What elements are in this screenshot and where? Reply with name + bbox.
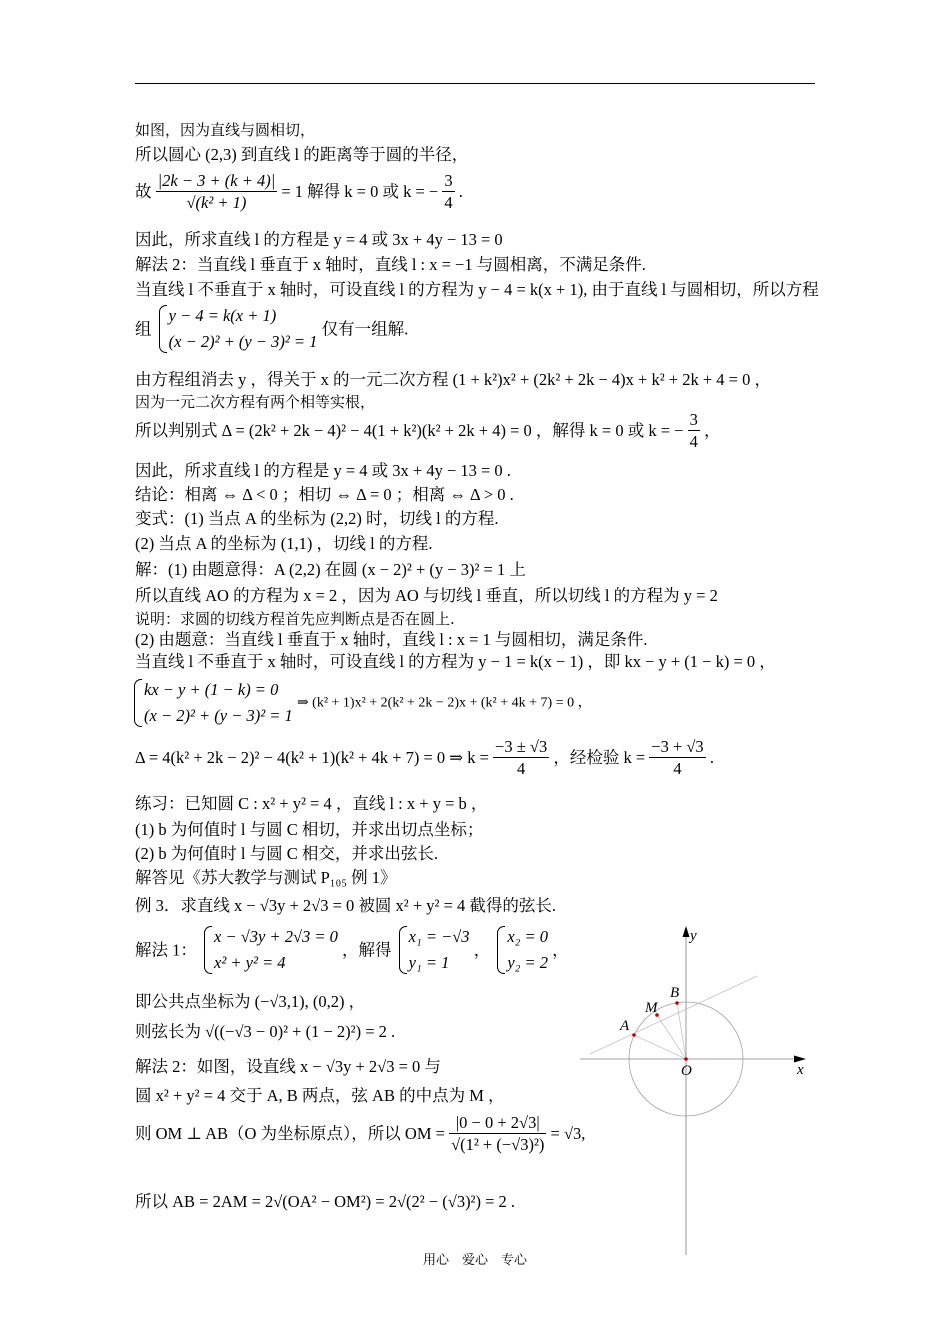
text-line: 当直线 l 不垂直于 x 轴时，可设直线 l 的方程为 y − 1 = k(x − 1) ，即 kx − y + (1 − k) = 0 ， (135, 652, 776, 671)
text-line: 所以圆心 (2,3) 到直线 l 的距离等于圆的半径， (135, 145, 469, 164)
text-line: 例 3．求直线 x − √3y + 2√3 = 0 被圆 x² + y² = 4 截得的弦长. (135, 896, 557, 915)
solution-system: x₂ = 0 y₂ = 2 (494, 924, 548, 976)
text-line: 如图，因为直线与圆相切， (135, 121, 316, 139)
text-line: (2) 由题意：当直线 l 垂直于 x 轴时，直线 l : x = 1 与圆相切，满足条件. (135, 630, 648, 649)
equation-system: kx − y + (1 − k) = 0 (x − 2)² + (y − 3)² = 1 (131, 677, 293, 729)
fraction: $\frac{|0 - 0 + 2√3|}{\text{√(1² + (−√3)²)}}$ (451, 1113, 545, 1154)
equation-system-line: kx − y + (1 − k) = 0 (x − 2)² + (y − 3)² = 1 ⇒ (k² + 1)x² + 2(k² + 2k − 2)x + (k² + 4k + 7) = 0 ， (131, 677, 592, 729)
fraction: $\frac{3}{4}$ (444, 171, 453, 212)
fraction: $\frac{-3 + √3}{4}$ (651, 737, 704, 778)
fraction: $\frac{3}{4}$ (689, 410, 698, 451)
text-line: 则弦长为 √((−√3 − 0)² + (1 − 2)²) = 2 . (135, 1022, 396, 1041)
text-line: 即公共点坐标为 (−√3,1), (0,2) ， (135, 992, 366, 1011)
x-axis-label: x (797, 1062, 804, 1078)
text-line: 因此，所求直线 l 的方程是 y = 4 或 3x + 4y − 13 = 0 . (135, 461, 511, 480)
text-line: (2) 当点 A 的坐标为 (1,1) ，切线 l 的方程. (135, 534, 433, 553)
point-m-label: M (645, 1000, 658, 1016)
text-line: 因此，所求直线 l 的方程是 y = 4 或 3x + 4y − 13 = 0 (135, 230, 503, 249)
circle-figure (575, 920, 815, 1260)
text-line: 圆 x² + y² = 4 交于 A, B 两点，弦 AB 的中点为 M ， (135, 1086, 505, 1105)
distance-formula: 故 $\frac{|2k - 3 + (k + 4)|}{\text{√(k² + 1)}}$ = 1 解得 k = 0 或 k = − $\frac{3}{4}$ . (135, 171, 463, 212)
text-line: 解法 2：当直线 l 垂直于 x 轴时，直线 l : x = −1 与圆相离，不满足条件. (135, 255, 646, 274)
text-line: 结论：相离 ⇔ Δ < 0 ；相切 ⇔ Δ = 0 ；相离 ⇔ Δ > 0 . (135, 485, 514, 504)
origin-label: O (681, 1063, 692, 1079)
text-line: 所以直线 AO 的方程为 x = 2 ，因为 AO 与切线 l 垂直，所以切线 l 的方程为 y = 2 (135, 586, 718, 605)
fraction: $\frac{|2k - 3 + (k + 4)|}{\text{√(k² + 1)}}$ (157, 171, 276, 212)
text-line: 解：(1) 由题意得：A (2,2) 在圆 (x − 2)² + (y − 3)² = 1 上 (135, 560, 526, 579)
delta-line: Δ = 4(k² + 2k − 2)² − 4(k² + 1)(k² + 4k + 7) = 0 ⇒ k = $\frac{-3 \pm √3}{4}$ ，经检验 k = $\frac{-3 + √3}{4}$ . (135, 737, 714, 778)
solution-system: x₁ = −√3 y₁ = 1 (396, 924, 470, 976)
fraction: $\frac{-3 \pm √3}{4}$ (495, 737, 548, 778)
point-a-label: A (620, 1018, 630, 1034)
solution-1-line: 解法 1： x − √3y + 2√3 = 0 x² + y² = 4 ，解得 x₁ = −√3 y₁ = 1 ， x₂ = 0 y₂ = 2 ， (135, 924, 569, 976)
equation-system-line: 组 y − 4 = k(x + 1) (x − 2)² + (y − 3)² = 1 仅有一组解. (135, 303, 408, 355)
om-formula: 则 OM ⊥ AB（O 为坐标原点），所以 OM = $\frac{|0 - 0 + 2√3|}{\text{√(1² + (−√3)²)}}$ = √3, (135, 1113, 586, 1154)
text-line: 解法 2：如图，设直线 x − √3y + 2√3 = 0 与 (135, 1057, 441, 1076)
text-line: 因为一元二次方程有两个相等实根， (135, 393, 376, 411)
text-line: (2) b 为何值时 l 与圆 C 相交，并求出弦长. (135, 844, 438, 863)
equation-system: y − 4 = k(x + 1) (x − 2)² + (y − 3)² = 1 (156, 303, 318, 355)
header-rule (135, 83, 815, 84)
discriminant-line: 所以判别式 Δ = (2k² + 2k − 4)² − 4(1 + k²)(k² + 2k + 4) = 0 ，解得 k = 0 或 k = − $\frac{3}{4}$ ， (135, 410, 721, 451)
y-axis-label: y (690, 928, 697, 944)
text-line: (1) b 为何值时 l 与圆 C 相切，并求出切点坐标； (135, 820, 484, 839)
text-line: 所以 AB = 2AM = 2√(OA² − OM²) = 2√(2² − (√3)²) = 2 . (135, 1192, 516, 1211)
text-line: 当直线 l 不垂直于 x 轴时，可设直线 l 的方程为 y − 4 = k(x + 1), 由于直线 l 与圆相切，所以方程 (135, 280, 819, 299)
text-line: 变式：(1) 当点 A 的坐标为 (2,2) 时，切线 l 的方程. (135, 509, 499, 528)
text-line: 由方程组消去 y ，得关于 x 的一元二次方程 (1 + k²)x² + (2k² + 2k − 4)x + k² + 2k + 4 = 0 ， (135, 370, 771, 389)
text-line: 练习：已知圆 C : x² + y² = 4 ，直线 l : x + y = b ， (135, 794, 488, 813)
text-line: 解答见《苏大教学与测试 P₁₀₅ 例 1》 (135, 868, 397, 887)
equation-system: x − √3y + 2√3 = 0 x² + y² = 4 (201, 924, 338, 976)
footer: 用心 爱心 专心 (422, 1253, 527, 1268)
text-line: 说明：求圆的切线方程首先应判断点是否在圆上. (135, 610, 455, 628)
point-b-label: B (670, 985, 680, 1001)
